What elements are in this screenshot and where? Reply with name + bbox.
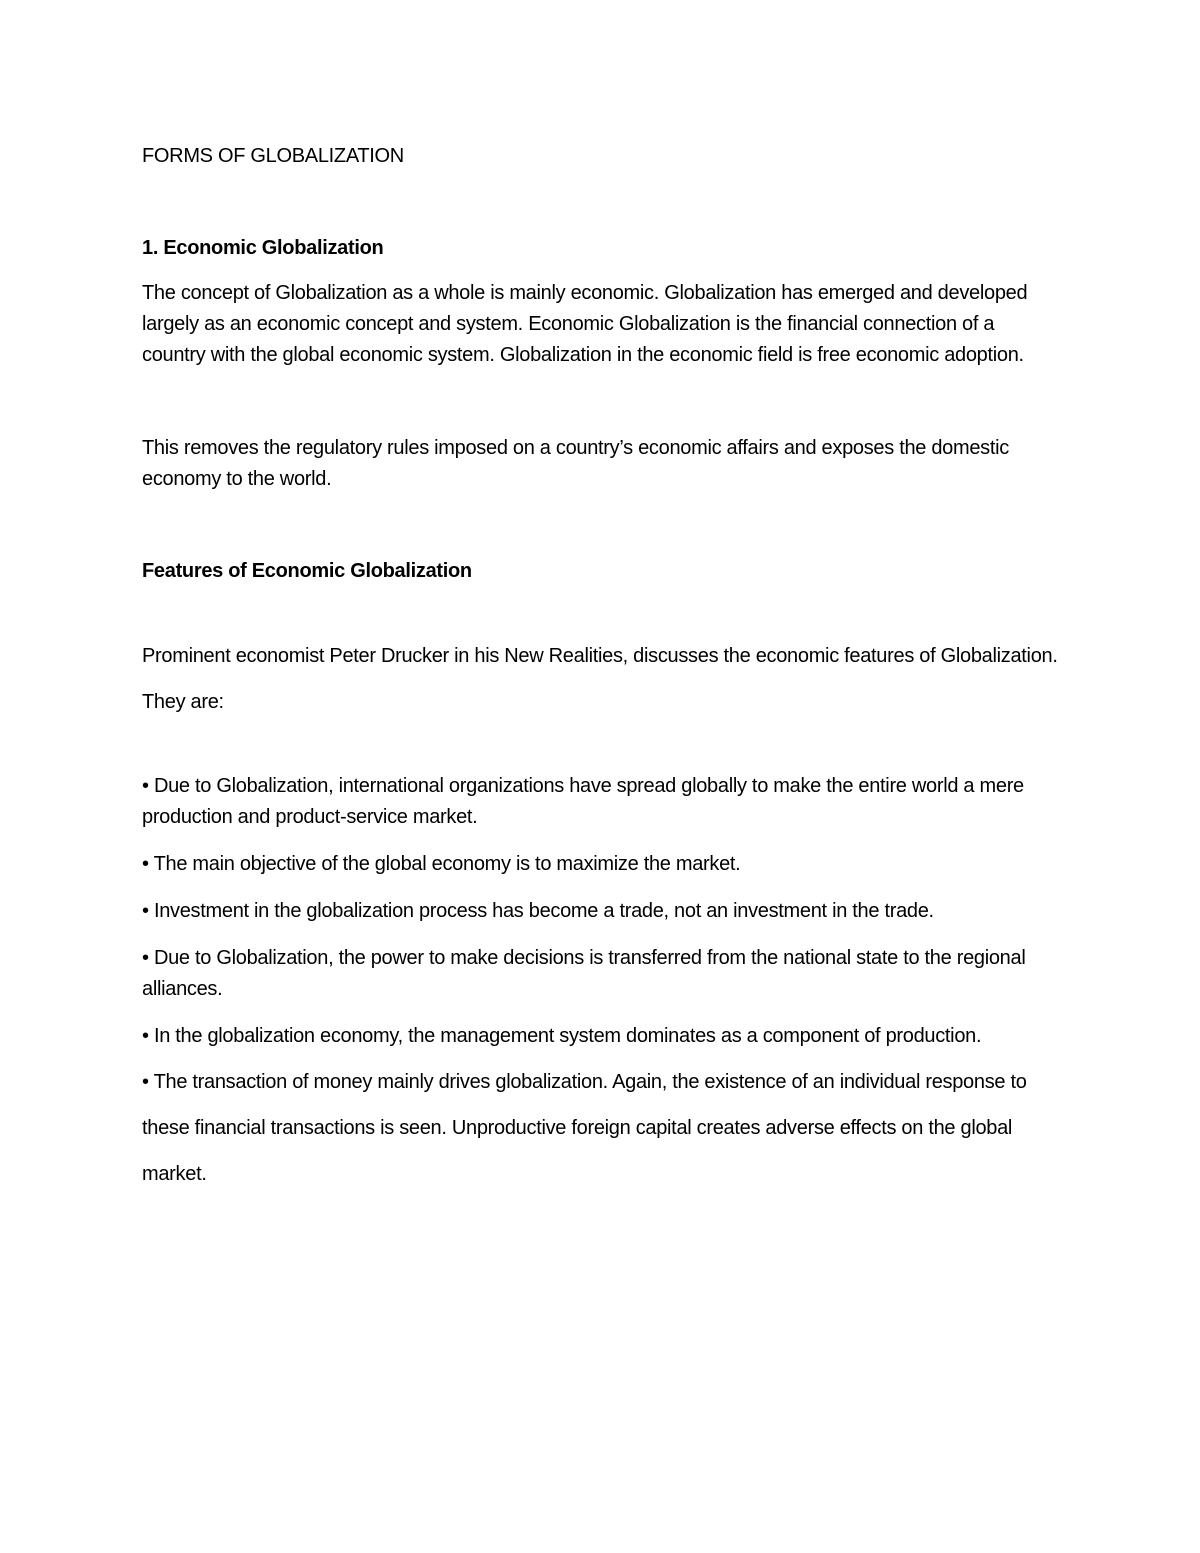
section-heading-economic-globalization: 1. Economic Globalization [142,237,384,259]
feature-text: • The main objective of the global economy is to maximize the market. [142,853,741,875]
feature-text: • Due to Globalization, international organizations have spread globally to make the entire world a mere production and product-service market. [142,775,1024,828]
paragraph-economic-concept: The concept of Globalization as a whole is mainly economic. Globalization has emerged and developed largely as an economic concept and system. Economic Globalization is the financial connection of a country with the global economic system. Globalization in the economic field is free economic adoption. [142,282,1028,366]
feature-text: • In the globalization economy, the management system dominates as a component of production. [142,1025,982,1047]
features-list [142,771,1062,1197]
features-heading: Features of Economic Globalization [142,560,472,582]
feature-item [142,849,1062,880]
feature-item [142,943,1062,1005]
feature-text: • Due to Globalization, the power to make decisions is transferred from the national state to the regional alliances. [142,947,1026,1000]
document-body [142,140,1062,1197]
feature-item [142,1013,1062,1059]
feature-item [142,896,1062,927]
feature-text: • The transaction of money mainly drives globalization. Again, the existence of an individual response to these financial transactions is seen. Unproductive foreign capital creates adverse effects on the global market. [142,1071,1027,1185]
feature-item [142,1059,1062,1197]
feature-item [142,771,1062,833]
paragraph-regulatory-rules: This removes the regulatory rules imposed on a country’s economic affairs and exposes the domestic economy to the world. [142,437,1009,490]
paragraph-drucker: Prominent economist Peter Drucker in his New Realities, discusses the economic features of Globalization. They are: [142,645,1058,713]
feature-text: • Investment in the globalization process has become a trade, not an investment in the trade. [142,900,934,922]
document-title: FORMS OF GLOBALIZATION [142,145,404,167]
